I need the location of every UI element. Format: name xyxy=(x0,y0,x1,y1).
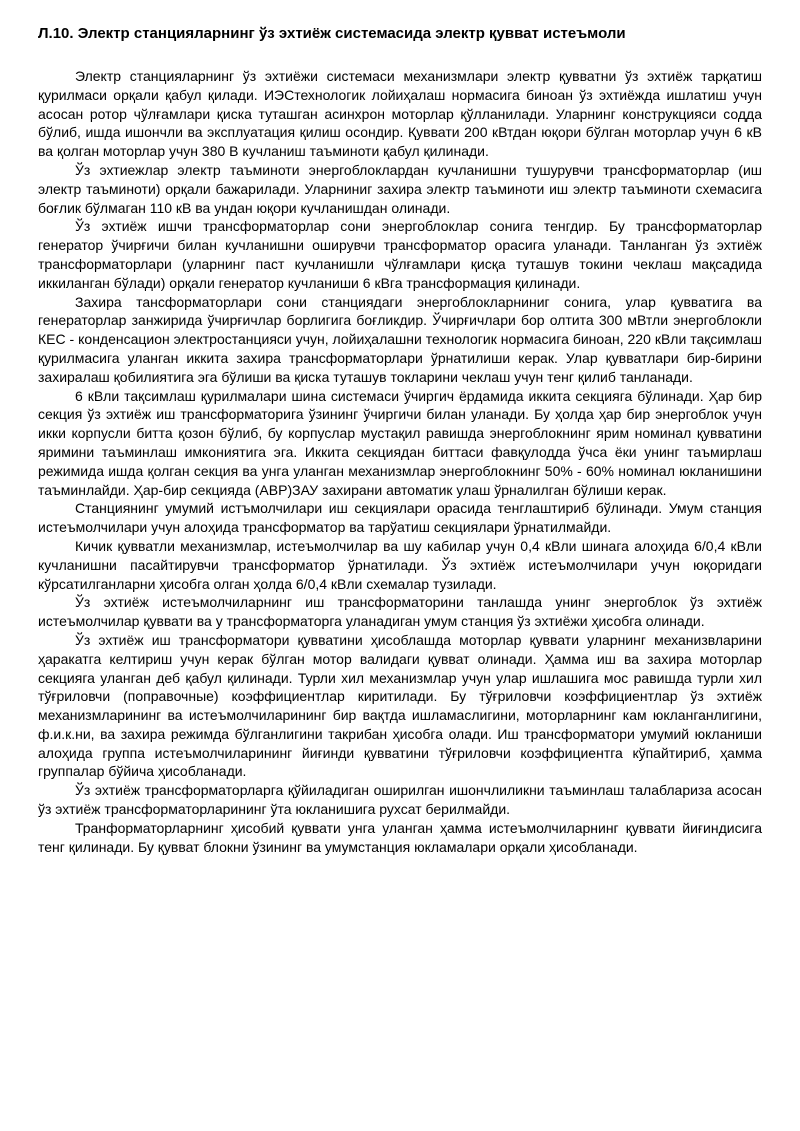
paragraph: Захира тансформаторлари сони станциядаги энергоблокларниниг сонига, улар қувватига ва генераторлар занжирида ўчирғичлар борлигига боғликдир. Ўчирғичлари бор олтита 300 мВтли энергоблокли КЕС - конденсацион электростанцияси учун, лойиҳалашни технологик нормасига биноан, 220 кВли тақсимлаш қурилмасига уланган иккита захира трансформаторлари ўрнатилиши керак. Улар қувватлари бир-бирини захиралаш қобилиятига эга бўлиши ва қиска туташув токларини чеклаш учун тенг қилиб танланади. xyxy=(38,293,762,385)
paragraph: Ўз эхтиёж трансформаторларга қўйиладиган оширилган ишончлиликни таъминлаш талаблариза асосан ўз эхтиёж трансформаторларининг ўта юкланишига рухсат берилмайди. xyxy=(38,782,762,818)
paragraph: Ўз эхтиёж истеъмолчиларнинг иш трансформаторини танлашда унинг энергоблок ўз эхтиёж истеъмолчилар қуввати ва у трансформаторга уланадиган умум станция ўз эхтиёжи ҳисобга олинади. xyxy=(38,594,762,630)
paragraph: Ўз эхтиёж иш трансформатори қувватини ҳисоблашда моторлар қуввати уларнинг механизвларини ҳаракатга келтириш учун керак бўлган мотор валидаги қувват олинади. Ҳамма иш ва захира моторлар секцияга уланган деб қабул қилинади. Турли хил механизмлар учун улар ишлашига мос равишда турли хил тўғриловчи (поправочные) коэффициентлар киритилади. Бу тўғриловчи коэффициентлар ўз эхтиёж механизмларининг ва истеъмолчиларининг бир вақтда ишламаслигини, моторларнинг кам юкланганлигини, ф.и.к.ни, ва захира режимда бўлганлигини такрибан ҳисобга олади. Иш трансформатори умумий юкланиши алоҳида группа истеъмолчиларининг йиғинди қувватини тўғриловчи коэффициентга кўпайтириб, ҳамма группалар бўйича ҳисобланади. xyxy=(38,631,762,780)
paragraph: 6 кВли тақсимлаш қурилмалари шина системаси ўчиргич ёрдамида иккита секцияга бўлинади. Ҳар бир секция ўз эхтиёж иш трансформаторига ўзининг ўчиргичи билан уланади. Бу ҳолда ҳар бир энергоблок учун икки корпусли битта қозон бўлиб, бу корпуслар мустақил равишда энергоблокнинг ярим номинал қувватини яримини таъминлаш имкониятига эга. Иккита секциядан биттаси фавқулодда ўчса ёки унинг таъмирлаш режимида ишда қолган секция ва унга уланган механизмлар энергоблокнинг 50% - 60% номинал юкланишини таъминлайди. Ҳар-бир секцияда (АВР)ЗАУ захирани автоматик улаш ўрналилган бўлиши керак. xyxy=(38,387,762,498)
paragraph: Станциянинг умумий истъмолчилари иш секциялари орасида тенглаштириб бўлинади. Умум станция истеъмолчилари учун алоҳида трансформатор ва тарўатиш секциялари ўрнатилмайди. xyxy=(38,500,762,536)
paragraph: Электр станцияларнинг ўз эхтиёжи системаси механизмлари электр қувватни ўз эхтиёж тарқатиш қурилмаси орқали қабул қилади. ИЭСтехнологик лойиҳалаш нормасига биноан ўз эхтиёжда ишлатиш учун асосан ротор чўлғамлари қиска туташган асинхрон моторлар қўлланилади. Уларнинг конструкцияси содда бўлиб, ишда ишончли ва эксплуатация қилиш осондир. Қуввати 200 кВтдан юқори бўлган моторлар учун 6 кВ ва қолган моторлар учун 380 В кучланиш таъминоти қабул қилинади. xyxy=(38,68,762,160)
document-title: Л.10. Электр станцияларнинг ўз эхтиёж системасида электр қувват истеъмоли xyxy=(38,25,626,42)
paragraph: Кичик қувватли механизмлар, истеъмолчилар ва шу кабилар учун 0,4 кВли шинага алоҳида 6/0,4 кВли кучланишни пасайтирувчи трансформатор ўрнатилади. Ўз эхтиёж истеъмолчилари учун юқоридаги кўрсатилганларни ҳисобга олган ҳолда 6/0,4 кВли схемалар тузилади. xyxy=(38,537,762,592)
document-page xyxy=(38,24,762,856)
paragraph: Транформаторларнинг ҳисобий қуввати унга уланган ҳамма истеъмолчиларнинг қуввати йиғиндисига тенг қилинади. Бу қувват блокни ўзининг ва умумстанция юкламалари орқали ҳисобланади. xyxy=(38,819,762,855)
paragraph: Ўз эхтиёж ишчи трансформаторлар сони энергоблоклар сонига тенгдир. Бу трансформаторлар генератор ўчирғичи билан кучланишни оширувчи трансформатор орасига уланади. Танланган ўз эхтиёж трансформаторлари (уларнинг паст кучланишли чўлғамлари қисқа туташув токини чеклаш мақсадида иккиланган бўлади) орқали генератор кучланиши 6 кВга трансформация қилинади. xyxy=(38,218,762,291)
paragraph: Ўз эхтиежлар электр таъминоти энергоблоклардан кучланишни тушурувчи трансформаторлар (иш электр таъминоти) орқали бажарилади. Уларниниг захира электр таъминоти иш электр таъминоти схемасига боғлик бўлмаган 110 кВ ва ундан юқори кучланишдан олинади. xyxy=(38,161,762,216)
